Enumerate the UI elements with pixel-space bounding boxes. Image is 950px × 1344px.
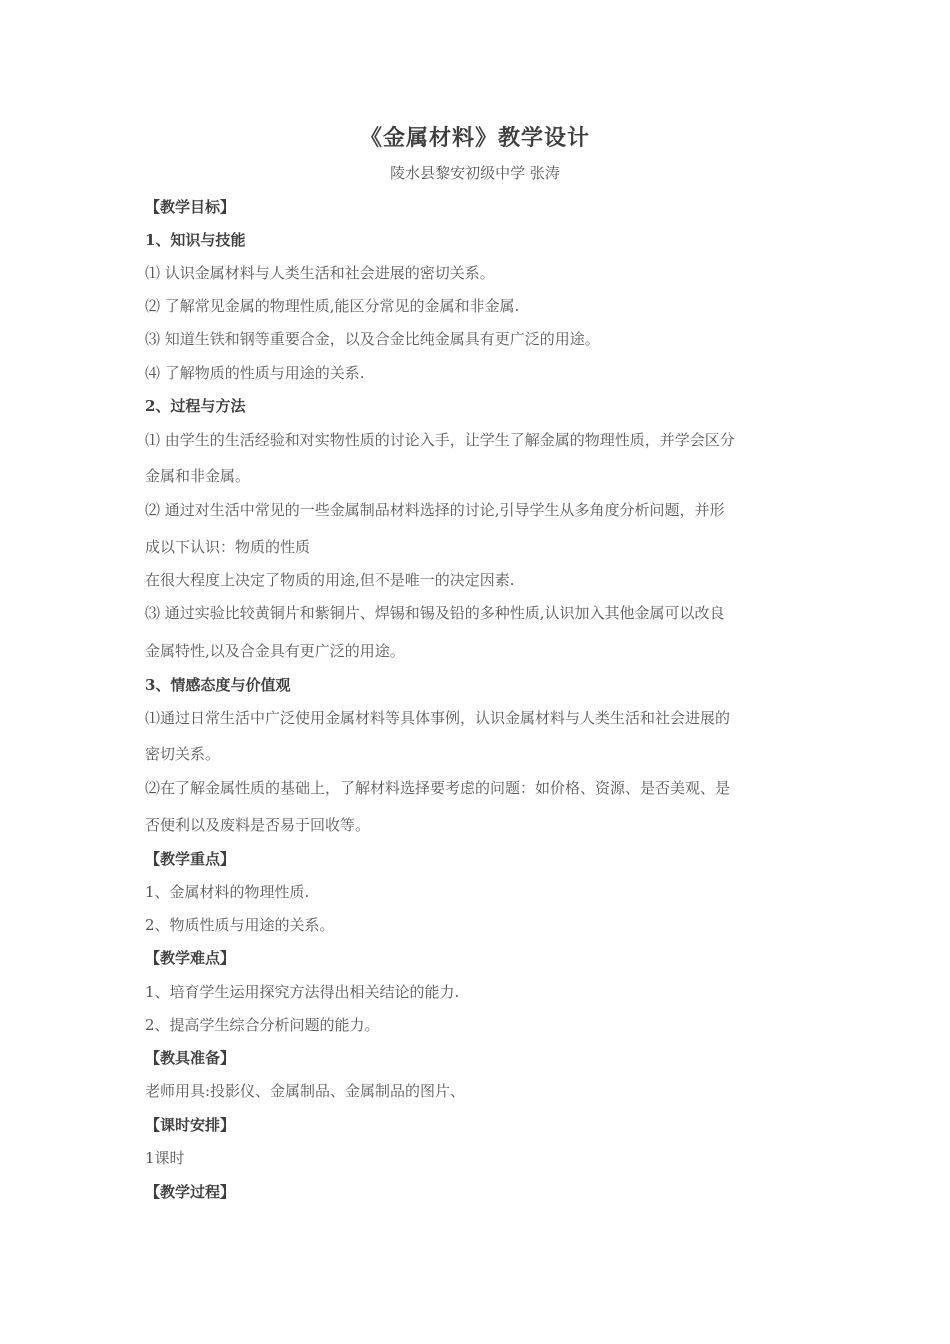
text-line: 【教学难点】: [145, 949, 236, 967]
text-line: ⑴通过日常生活中广泛使用金属材料等具体事例，认识金属材料与人类生活和社会进展的: [145, 709, 731, 727]
text-line: ⑶ 知道生铁和钢等重要合金，以及合金比纯金属具有更广泛的用途。: [145, 330, 600, 348]
text-line: ⑷ 了解物质的性质与用途的关系.: [145, 364, 365, 382]
text-line: ⑵在了解金属性质的基础上，了解材料选择要考虑的问题：如价格、资源、是否美观、是: [145, 779, 731, 797]
text-line: 1、金属材料的物理性质.: [145, 883, 310, 901]
text-line: ⑵ 通过对生活中常见的一些金属制品材料选择的讨论,引导学生从多角度分析问题，并形: [145, 501, 725, 519]
document-title: 《金属材料》教学设计: [359, 125, 590, 151]
text-line: ⑴ 由学生的生活经验和对实物性质的讨论入手，让学生了解金属的物理性质，并学会区分: [145, 431, 735, 449]
text-line: 【教学重点】: [145, 850, 236, 868]
text-line: 【教学目标】: [145, 198, 236, 216]
text-line: 【课时安排】: [145, 1116, 236, 1134]
text-line: 1课时: [145, 1149, 185, 1167]
text-line: 密切关系。: [145, 745, 221, 763]
text-line: 老师用具:投影仪、金属制品、金属制品的图片、: [145, 1082, 466, 1100]
text-line: 在很大程度上决定了物质的用途,但不是唯一的决定因素.: [145, 571, 515, 589]
text-line: 金属和非金属。: [145, 467, 251, 485]
text-line: 2、过程与方法: [145, 397, 246, 415]
text-line: 【教具准备】: [145, 1049, 236, 1067]
text-line: ⑴ 认识金属材料与人类生活和社会进展的密切关系。: [145, 264, 495, 282]
text-line: 金属特性,以及合金具有更广泛的用途。: [145, 642, 405, 660]
text-line: ⑶ 通过实验比较黄铜片和紫铜片、焊锡和锡及铅的多种性质,认识加入其他金属可以改良: [145, 604, 725, 622]
text-line: 【教学过程】: [145, 1183, 236, 1201]
text-line: 成以下认识：物质的性质: [145, 538, 311, 556]
text-line: 3、情感态度与价值观: [145, 676, 291, 694]
text-line: 2、提高学生综合分析问题的能力。: [145, 1016, 380, 1034]
text-line: 2、物质性质与用途的关系。: [145, 916, 335, 934]
text-line: ⑵ 了解常见金属的物理性质,能区分常见的金属和非金属.: [145, 297, 520, 315]
document-author: 陵水县黎安初级中学 张涛: [390, 164, 560, 182]
text-line: 1、培育学生运用探究方法得出相关结论的能力.: [145, 983, 460, 1001]
text-line: 1、知识与技能: [145, 231, 246, 249]
text-line: 否便利以及废料是否易于回收等。: [145, 816, 371, 834]
